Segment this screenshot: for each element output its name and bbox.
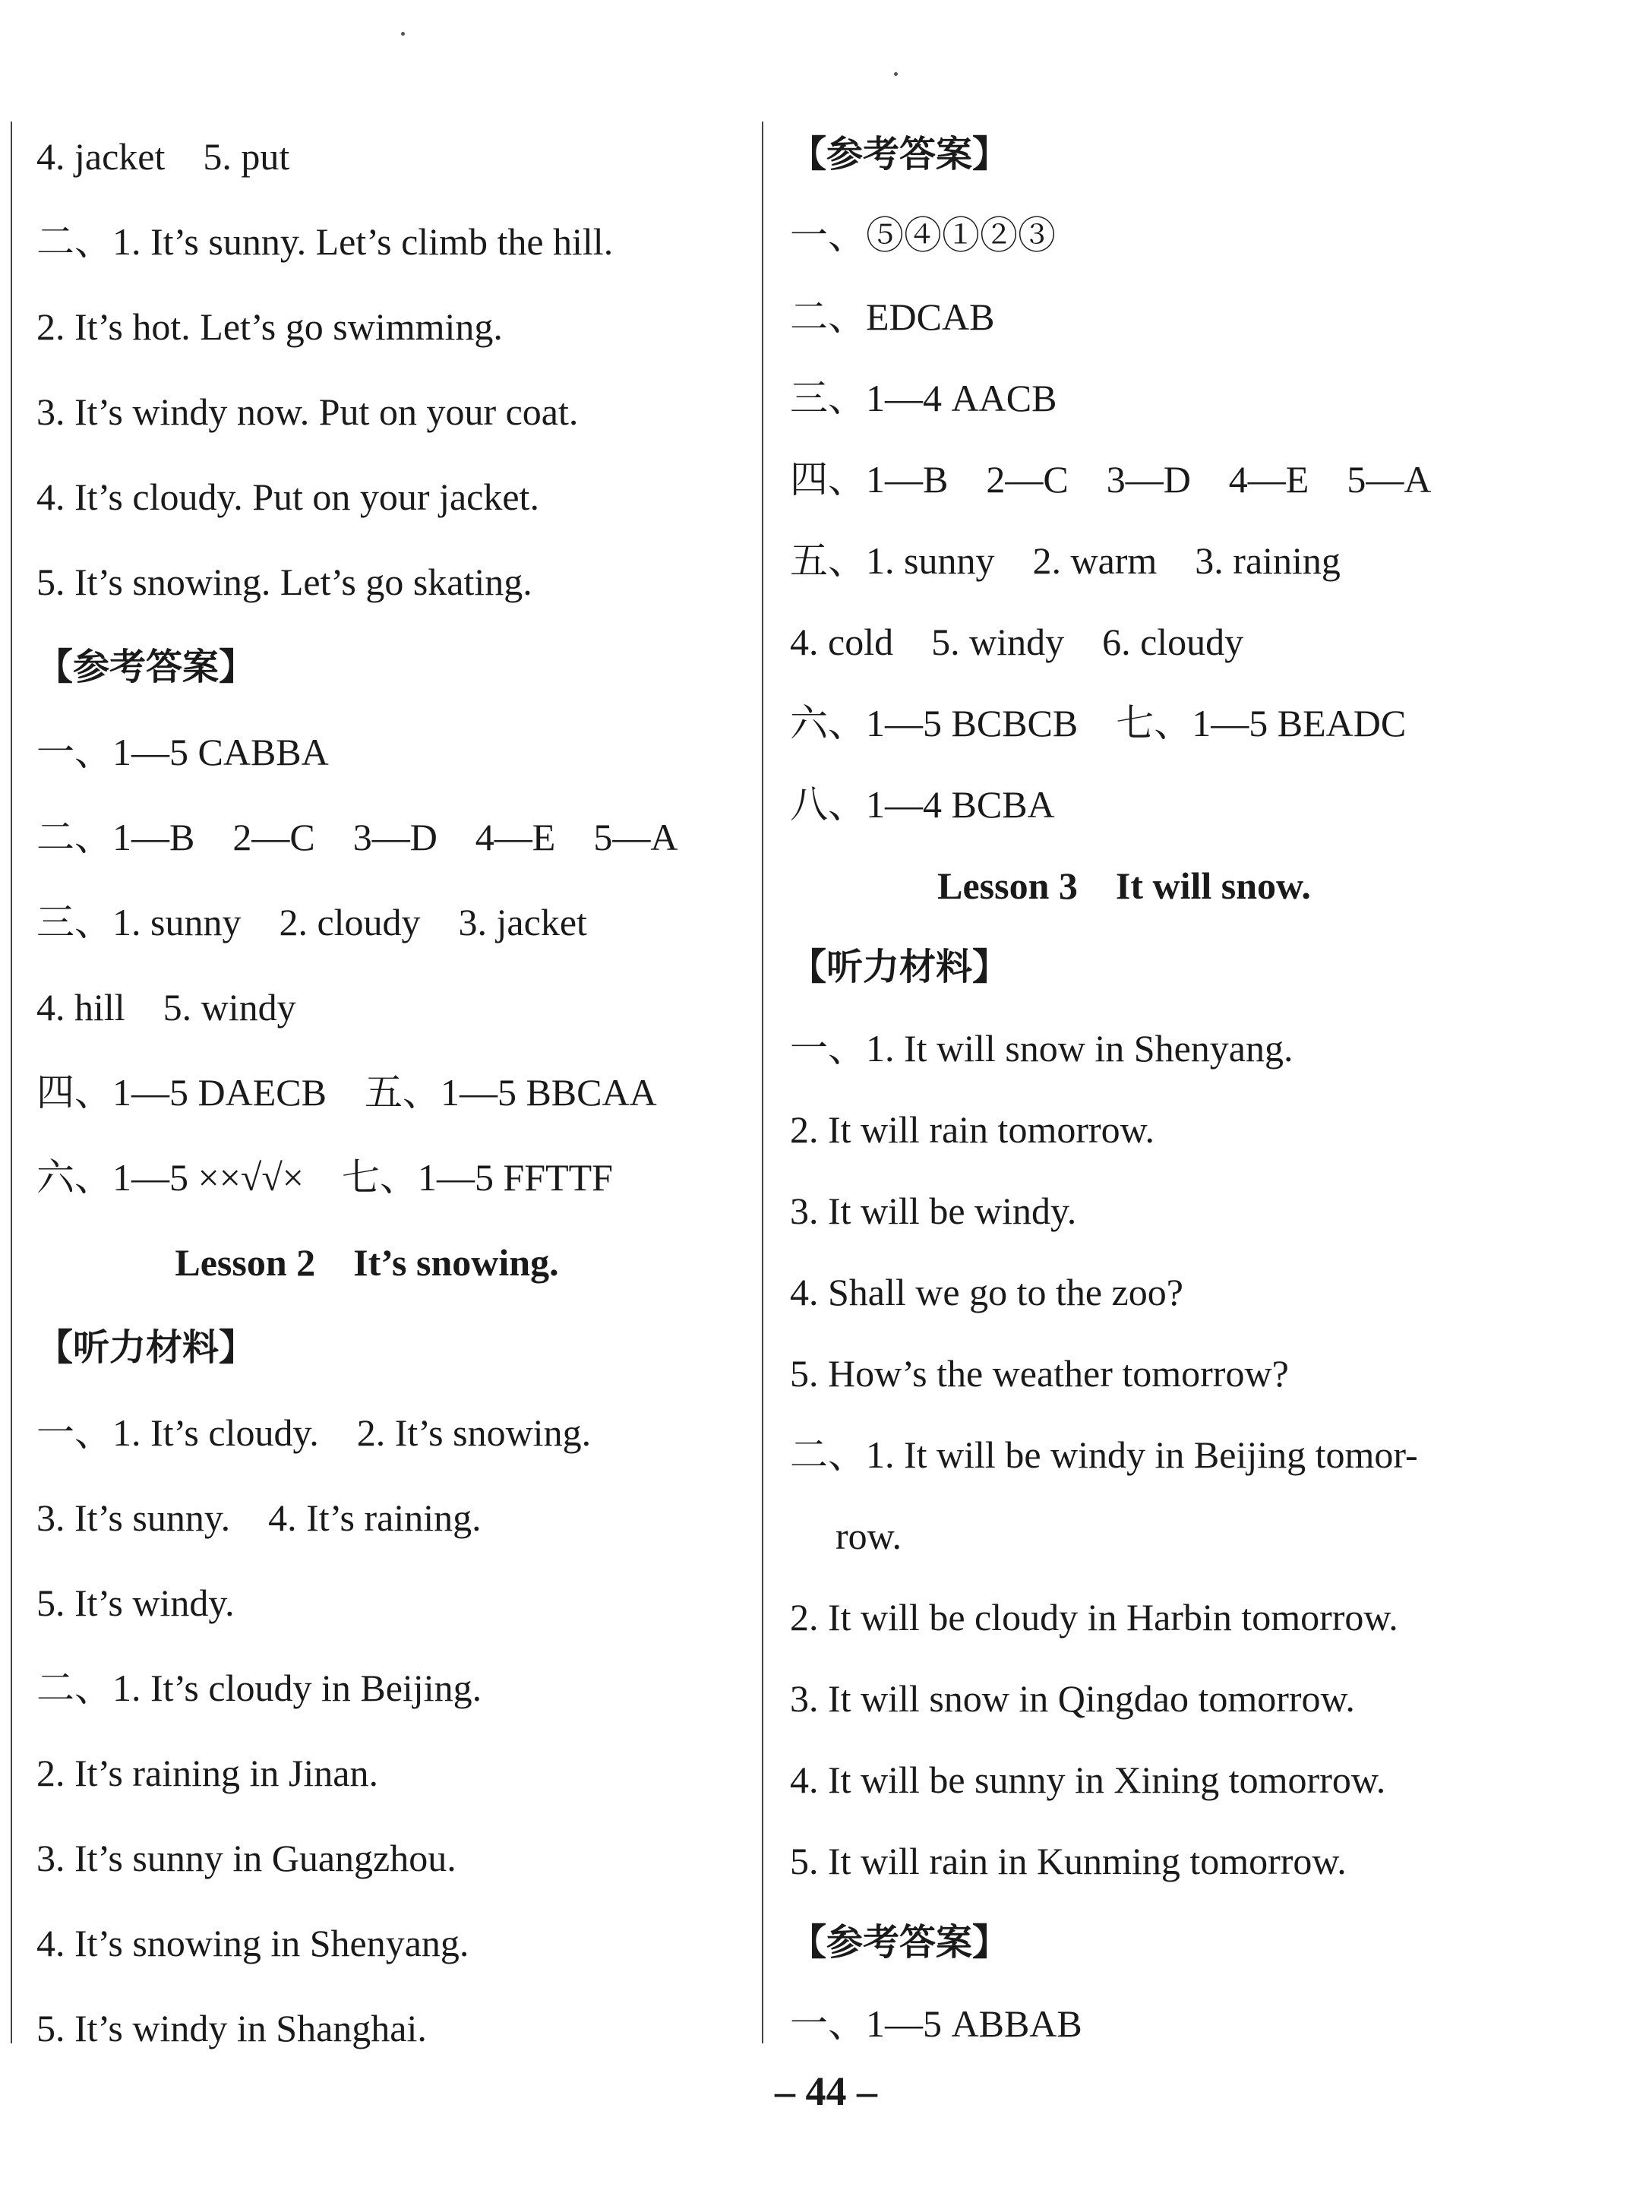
text-line: 八、1—4 BCBA	[790, 783, 1055, 826]
left-margin-rule	[11, 122, 12, 2043]
text-line: 三、1—4 AACB	[790, 377, 1057, 419]
text-line: 一、1. It will snow in Shenyang.	[790, 1027, 1293, 1070]
left-column	[36, 114, 743, 2071]
scan-speck	[401, 32, 405, 36]
text-line: 二、1. It’s cloudy in Beijing.	[36, 1667, 482, 1709]
text-line: 4. It will be sunny in Xining tomorrow.	[790, 1759, 1386, 1801]
text-line: 2. It will be cloudy in Harbin tomorrow.	[790, 1596, 1398, 1638]
text-line: 2. It’s raining in Jinan.	[36, 1752, 378, 1794]
text-line: 二、EDCAB	[790, 295, 995, 338]
text-line: 3. It’s sunny in Guangzhou.	[36, 1837, 456, 1879]
section-heading: 【听力材料】	[790, 946, 1009, 988]
text-line-continuation: row.	[835, 1515, 902, 1557]
lesson-title: Lesson 3 It will snow.	[937, 864, 1311, 907]
text-line: 4. jacket 5. put	[36, 135, 290, 178]
right-column	[790, 114, 1549, 2065]
text-line: 4. hill 5. windy	[36, 986, 296, 1029]
text-line: 2. It will rain tomorrow.	[790, 1108, 1155, 1151]
text-line: 六、1—5 BCBCB 七、1—5 BEADC	[790, 702, 1407, 744]
section-heading: 【参考答案】	[36, 646, 256, 688]
text-line: 一、⑤④①②③	[790, 214, 1056, 257]
lesson-title: Lesson 2 It’s snowing.	[175, 1241, 559, 1284]
text-line: 三、1. sunny 2. cloudy 3. jacket	[36, 901, 587, 943]
text-line: 5. It’s snowing. Let’s go skating.	[36, 561, 532, 603]
text-line: 六、1—5 ××√√× 七、1—5 FFTTF	[36, 1156, 613, 1199]
text-line: 一、1—5 ABBAB	[790, 2002, 1082, 2045]
page-number: – 44 –	[775, 2068, 877, 2114]
text-line: 四、1—5 DAECB 五、1—5 BBCAA	[36, 1071, 657, 1114]
text-line: 2. It’s hot. Let’s go swimming.	[36, 305, 503, 348]
section-heading: 【听力材料】	[36, 1326, 256, 1369]
text-line: 5. It’s windy in Shanghai.	[36, 2007, 427, 2049]
text-line: 3. It’s sunny. 4. It’s raining.	[36, 1496, 482, 1539]
text-line: 4. It’s snowing in Shenyang.	[36, 1922, 469, 1964]
text-line: 四、1—B 2—C 3—D 4—E 5—A	[790, 458, 1432, 501]
text-line: 4. cold 5. windy 6. cloudy	[790, 621, 1244, 663]
text-line: 一、1—5 CABBA	[36, 731, 329, 773]
text-line: 五、1. sunny 2. warm 3. raining	[790, 539, 1341, 582]
text-line: 二、1—B 2—C 3—D 4—E 5—A	[36, 816, 678, 858]
section-heading: 【参考答案】	[790, 1921, 1009, 1964]
text-line: 5. How’s the weather tomorrow?	[790, 1352, 1289, 1395]
text-line: 5. It will rain in Kunming tomorrow.	[790, 1840, 1347, 1882]
text-line: 4. It’s cloudy. Put on your jacket.	[36, 476, 539, 518]
text-line: 4. Shall we go to the zoo?	[790, 1271, 1183, 1313]
text-line: 一、1. It’s cloudy. 2. It’s snowing.	[36, 1411, 592, 1454]
text-line: 二、1. It will be windy in Beijing tomor-	[790, 1433, 1418, 1476]
scan-speck	[894, 72, 898, 76]
section-heading: 【参考答案】	[790, 133, 1009, 175]
text-line: 5. It’s windy.	[36, 1582, 235, 1624]
column-divider	[762, 122, 763, 2043]
text-line: 3. It’s windy now. Put on your coat.	[36, 390, 579, 433]
text-line: 3. It will be windy.	[790, 1190, 1077, 1232]
text-line: 3. It will snow in Qingdao tomorrow.	[790, 1677, 1355, 1720]
text-line: 二、1. It’s sunny. Let’s climb the hill.	[36, 220, 614, 263]
